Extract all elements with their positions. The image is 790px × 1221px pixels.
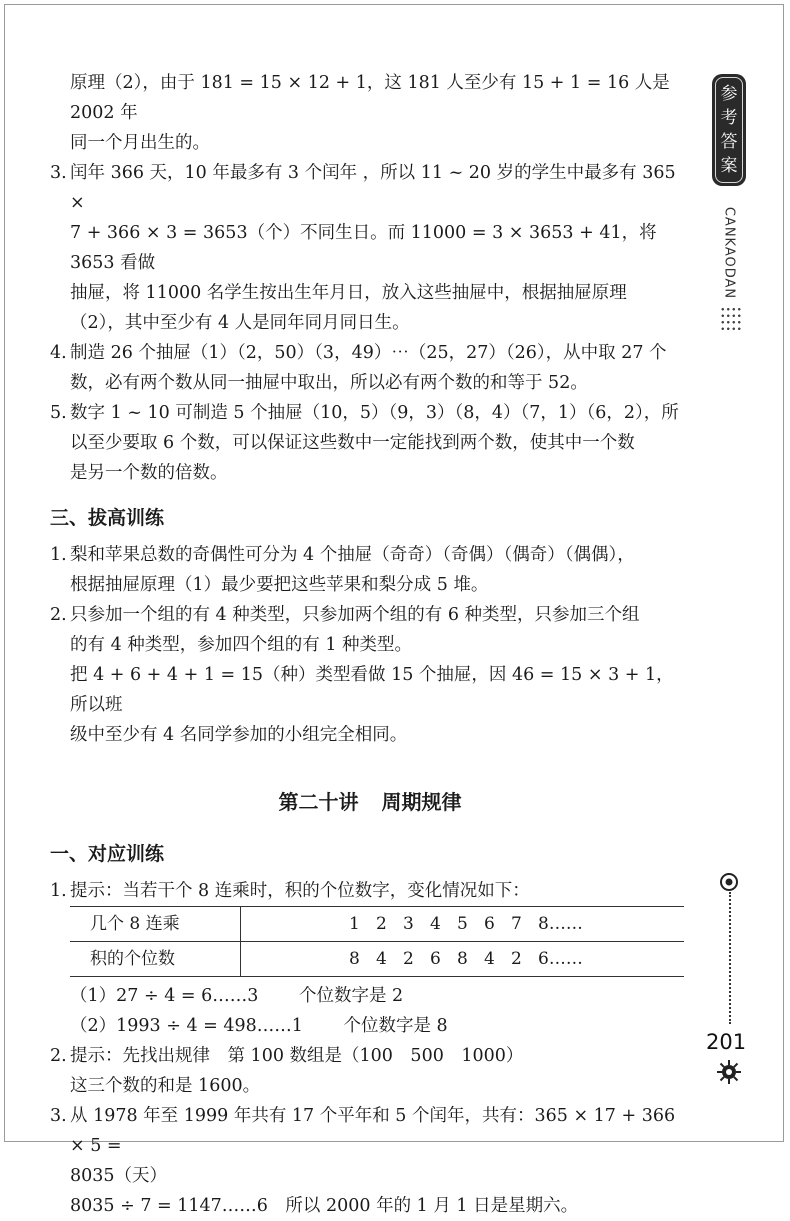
text-line: 抽屉，将 11000 名学生按出生年月日，放入这些抽屉中，根据抽屉原理: [70, 283, 627, 303]
item-number: 5.: [50, 403, 67, 423]
section-heading: 一、对应训练: [50, 843, 165, 865]
answer-item-2: [50, 1041, 690, 1101]
text-line: 根据抽屉原理（1）最少要把这些苹果和梨分成 5 堆。: [70, 575, 489, 595]
text-line: 梨和苹果总数的奇偶性可分为 4 个抽屉（奇奇）（奇偶）（偶奇）（偶偶），: [70, 545, 635, 565]
paragraph-continuation: [50, 68, 690, 158]
text-line: 提示：当若干个 8 连乘时，积的个位数字，变化情况如下：: [70, 881, 530, 901]
reference-answer-tab: [712, 74, 746, 186]
sub-answer-2: （2）1993 ÷ 4 = 498……1 个位数字是 8: [70, 1016, 448, 1036]
table-row-header: 积的个位数: [70, 942, 241, 977]
table-cell: 5: [457, 914, 468, 934]
table-row-values: [241, 942, 685, 977]
dot-grid-ornament: [720, 306, 742, 332]
table-cell: 6……: [538, 949, 583, 969]
text-line: 这三个数的和是 1600。: [70, 1076, 261, 1096]
item-number: 4.: [50, 343, 67, 363]
tab-char: 答: [720, 132, 738, 152]
pinyin-label: CANKAODAN: [721, 206, 737, 300]
table-cell: 6: [484, 914, 495, 934]
sub-answer-1: （1）27 ÷ 4 = 6……3 个位数字是 2: [70, 986, 404, 1006]
text-line: （2），其中至少有 4 人是同年同月同日生。: [70, 313, 410, 333]
pattern-table: [70, 906, 684, 977]
page-content: [50, 68, 690, 1221]
table-cell: 6: [430, 949, 441, 969]
lecture-title: 第二十讲 周期规律: [278, 790, 462, 814]
text-line: 原理（2），由于 181 = 15 × 12 + 1，这 181 人至少有 15 + 1 = 16 人是 2002 年: [70, 73, 670, 123]
text-line: 的有 4 种类型，参加四个组的有 1 种类型。: [70, 635, 413, 655]
sun-icon: [716, 1059, 742, 1085]
item-number: 1.: [50, 881, 67, 901]
answer-item-1: [50, 540, 690, 600]
flower-icon: [719, 872, 739, 892]
text-line: 8035（天）: [70, 1166, 168, 1186]
tab-char: 考: [720, 108, 738, 128]
text-line: 数字 1 ~ 10 可制造 5 个抽屉（10，5）（9，3）（8，4）（7，1）（6，2），所: [70, 403, 679, 423]
pinyin-label-container: [714, 198, 744, 308]
item-number: 2.: [50, 605, 67, 625]
tab-char: 参: [720, 84, 738, 104]
table-cell: 4: [430, 914, 441, 934]
text-line: 数，必有两个数从同一抽屉中取出，所以必有两个数的和等于 52。: [70, 373, 588, 393]
table-cell: 7: [511, 914, 522, 934]
text-line: 制造 26 个抽屉（1）（2，50）（3，49）⋯（25，27）（26），从中取 27 个: [70, 343, 667, 363]
table-cell: 4: [376, 949, 387, 969]
text-line: 以至少要取 6 个数，可以保证这些数中一定能找到两个数，使其中一个数: [70, 433, 635, 453]
table-cell: 8: [349, 949, 360, 969]
table-cell: 2: [403, 949, 414, 969]
table-cell: 2: [511, 949, 522, 969]
table-cell: 2: [376, 914, 387, 934]
text-line: 7 + 366 × 3 = 3653（个）不同生日。而 11000 = 3 × 3653 + 41，将 3653 看做: [70, 223, 657, 273]
table-cell: 8……: [538, 914, 583, 934]
answer-item-2: [50, 600, 690, 750]
item-number: 1.: [50, 545, 67, 565]
table-cell: 1: [349, 914, 360, 934]
text-line: 同一个月出生的。: [70, 133, 210, 153]
text-line: 是另一个数的倍数。: [70, 463, 228, 483]
item-number: 2.: [50, 1046, 67, 1066]
table-cell: 4: [484, 949, 495, 969]
item-number: 3.: [50, 1106, 67, 1126]
text-line: 闰年 366 天，10 年最多有 3 个闰年 ，所以 11 ~ 20 岁的学生中最多有 365 ×: [70, 163, 676, 213]
table-row: [70, 907, 684, 942]
table-row-header: 几个 8 连乘: [70, 907, 241, 942]
answer-item-1-lead: [50, 876, 690, 906]
item-number: 3.: [50, 163, 67, 183]
section-heading: 三、拔高训练: [50, 507, 165, 529]
answer-item-3: [50, 158, 690, 338]
answer-item-5: [50, 398, 690, 488]
table-row-values: [241, 907, 685, 942]
page-number-rule: [729, 892, 731, 1024]
answer-item-4: [50, 338, 690, 398]
tab-char: 案: [720, 156, 738, 176]
text-line: 从 1978 年至 1999 年共有 17 个平年和 5 个闰年，共有：365 × 17 + 366 × 5 =: [70, 1106, 676, 1156]
text-line: 提示：先找出规律 第 100 数组是（100 500 1000）: [70, 1046, 524, 1066]
text-line: 级中至少有 4 名同学参加的小组完全相同。: [70, 725, 408, 745]
table-cell: 8: [457, 949, 468, 969]
answer-item-3: [50, 1101, 690, 1221]
table-row: [70, 942, 684, 977]
text-line: 8035 ÷ 7 = 1147……6 所以 2000 年的 1 月 1 日是星期六。: [70, 1196, 579, 1216]
page-number: 201: [706, 1030, 747, 1054]
tab-label: [712, 82, 746, 178]
text-line: 只参加一个组的有 4 种类型，只参加两个组的有 6 种类型，只参加三个组: [70, 605, 640, 625]
table-cell: 3: [403, 914, 414, 934]
text-line: 把 4 + 6 + 4 + 1 = 15（种）类型看做 15 个抽屉，因 46 = 15 × 3 + 1，所以班: [70, 665, 674, 715]
